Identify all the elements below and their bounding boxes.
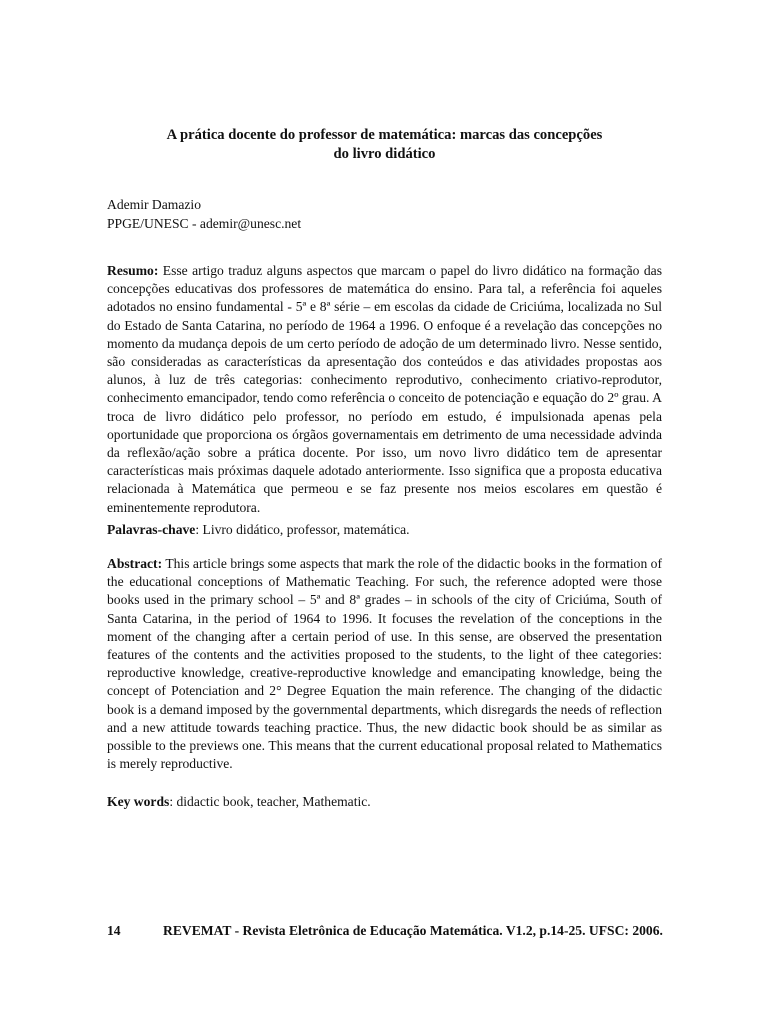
resumo-text: Esse artigo traduz alguns aspectos que marcam o papel do livro didático na formação das concepções educativas dos professores de matemática do ensino. Para tal, a referência foi aqueles adotados no ensino fundamental - 5ª e 8ª série – em escolas da cidade de Criciúma, localizada no Sul do Estado de Santa Catarina, no período de 1964 a 1996. O enfoque é a revelação das concepções no momento da mudança depois de um certo período de adoção de um determinado livro. Nesse sentido, são consideradas as características da apresentação dos conteúdos e das atividades propostas aos alunos, à luz de três categorias: conhecimento reprodutivo, conhecimento criativo-reprodutor, conhecimento emancipador, tendo como referência o conceito de potenciação e equação do 2º grau. A troca de livro didático pelo professor, no período em estudo, é impulsionada apenas pela oportunidade que proporciona os órgãos governamentais em detrimento de uma necessidade advinda da reflexão/ação sobre a prática docente. Por isso, um novo livro didático tem de apresentar características mais próximas daquele adotado anteriormente. Isso significa que a proposta educativa relacionada à Matemática que permeou e se faz presente nos meios escolares em questão é eminentemente reprodutora. [107, 263, 662, 515]
key-words-text: : didactic book, teacher, Mathematic. [169, 794, 371, 809]
author-block [107, 195, 662, 233]
title-line-2: do livro didático [333, 146, 436, 162]
abstract-paragraph [107, 555, 662, 773]
abstract-label: Abstract: [107, 556, 163, 571]
page-number: 14 [107, 923, 121, 938]
author-name: Ademir Damazio [107, 197, 201, 212]
palavras-chave-text: : Livro didático, professor, matemática. [195, 522, 410, 537]
resumo-label: Resumo: [107, 263, 159, 278]
author-affiliation: PPGE/UNESC - ademir@unesc.net [107, 216, 302, 231]
abstract-text: This article brings some aspects that mark the role of the didactic books in the formation of the educational conceptions of Mathematic Teaching. For such, the reference adopted were those books used in the primary school – 5ª and 8ª grades – in schools of the city of Criciúma, South of Santa Catarina, in the period of 1964 to 1996. It focuses the revelation of the conceptions in the moment of the changing after a certain period of use. In this sense, are observed the presentation features of the contents and the activities proposed to the students, to the light of thee categories: reproductive knowledge, creative-reproductive knowledge and emancipating knowledge, being the concept of Potenciation and 2° Degree Equation the main reference. The changing of the didactic book is a demand imposed by the governmental departments, which disregards the needs of reflection and a new attitude towards teaching practice. Thus, the new didactic book should be as similar as possible to the previews one. This means that the current educational proposal related to Mathematics is merely reproductive. [107, 556, 662, 772]
page-footer [107, 922, 672, 940]
palavras-chave-label: Palavras-chave [107, 522, 196, 537]
title-line-1: A prática docente do professor de matemática: marcas das concepções [166, 127, 603, 143]
journal-citation: REVEMAT - Revista Eletrônica de Educação Matemática. V1.2, p.14-25. UFSC: 2006. [163, 923, 663, 938]
key-words-label: Key words [107, 794, 170, 809]
resumo-paragraph [107, 262, 662, 517]
palavras-chave-paragraph [107, 521, 662, 539]
article-title [107, 126, 662, 164]
key-words-paragraph [107, 793, 662, 811]
